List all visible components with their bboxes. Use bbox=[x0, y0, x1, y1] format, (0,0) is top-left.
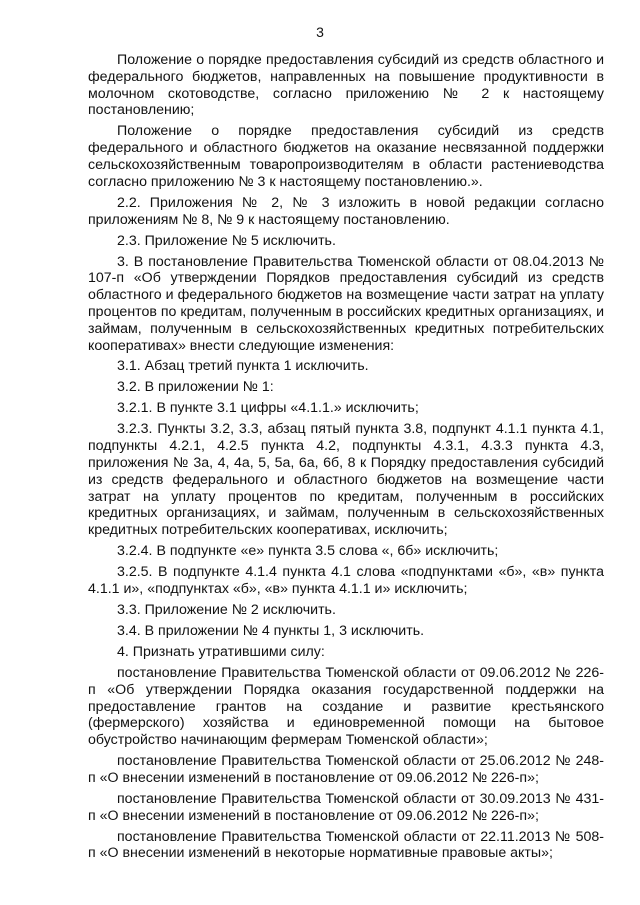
page-number: 3 bbox=[316, 24, 324, 40]
paragraph-resolution-431: постановление Правительства Тюменской области от 30.09.2013 № 431-п «О внесении изменений в постановление от 09.06.2012 № 226-п»; bbox=[88, 790, 604, 824]
paragraph-3-2-1: 3.2.1. В пункте 3.1 цифры «4.1.1.» исключить; bbox=[117, 400, 419, 417]
paragraph-milk-regulation: Положение о порядке предоставления субсидий из средств областного и федерального бюджетов, направленных на повышение продуктивности в молочном скотоводстве, согласно приложению № 2 к настоящему постановлению; bbox=[88, 52, 604, 119]
paragraph-crop-regulation: Положение о порядке предоставления субсидий из средств федерального и областного бюджетов на оказание несвязанной поддержки сельскохозяйственным товаропроизводителям в области растениеводства согласно приложению № 3 к настоящему постановлению.». bbox=[88, 123, 604, 190]
paragraph-3-2: 3.2. В приложении № 1: bbox=[117, 379, 274, 396]
paragraph-2-3: 2.3. Приложение № 5 исключить. bbox=[117, 232, 336, 249]
paragraph-resolution-508: постановление Правительства Тюменской области от 22.11.2013 № 508-п «О внесении изменений в некоторые нормативные правовые акты»; bbox=[88, 828, 604, 862]
paragraph-3-3: 3.3. Приложение № 2 исключить. bbox=[117, 601, 336, 618]
paragraph-resolution-248: постановление Правительства Тюменской области от 25.06.2012 № 248-п «О внесении изменений в постановление от 09.06.2012 № 226-п»; bbox=[88, 753, 604, 786]
paragraph-3-1: 3.1. Абзац третий пункта 1 исключить. bbox=[117, 358, 369, 375]
paragraph-3: 3. В постановление Правительства Тюменской области от 08.04.2013 № 107-п «Об утверждении Порядков предоставления субсидий из средств областного и федерального бюджетов на возмещение части затрат на уплату процентов по кредитам, полученным в российских кредитных организациях, и займам, полученным в сельскохозяйственных кредитных потребительских кооперативах» внести следующие изменения: bbox=[88, 253, 604, 354]
paragraph-3-2-3: 3.2.3. Пункты 3.2, 3.3, абзац пятый пункта 3.8, подпункт 4.1.1 пункта 4.1, подпункты 4.2.1, 4.2.5 пункта 4.2, подпункты 4.3.1, 4.3.3 пункта 4.3, приложения № 3а, 4, 4а, 5, 5а, 6а, 6б, 8 к Порядку предоставления субсидий из средств федерального и областного бюджетов на возмещение части затрат на уплату процентов по кредитам, полученным в российских кредитных организациях, и займам, полученным в сельскохозяйственных кредитных потребительских кооперативах, исключить; bbox=[88, 421, 604, 539]
paragraph-3-4: 3.4. В приложении № 4 пункты 1, 3 исключить. bbox=[117, 622, 425, 639]
document-body bbox=[88, 52, 604, 866]
paragraph-2-2: 2.2. Приложения № 2, № 3 изложить в новой редакции согласно приложениям № 8, № 9 к настоящему постановлению. bbox=[88, 194, 604, 228]
paragraph-4: 4. Признать утратившими силу: bbox=[117, 643, 325, 660]
paragraph-3-2-4: 3.2.4. В подпункте «е» пункта 3.5 слова «, 6б» исключить; bbox=[117, 543, 499, 560]
paragraph-3-2-5: 3.2.5. В подпункте 4.1.4 пункта 4.1 слова «подпунктами «б», «в» пункта 4.1.1 и», «подпунктах «б», «в» пункта 4.1.1 и» исключить; bbox=[88, 564, 604, 597]
paragraph-resolution-226: постановление Правительства Тюменской области от 09.06.2012 № 226-п «Об утверждении Порядка оказания государственной поддержки на предоставление грантов на создание и развитие крестьянского (фермерского) хозяйства и единовременной помощи на бытовое обустройство начинающим фермерам Тюменской области»; bbox=[88, 664, 604, 749]
